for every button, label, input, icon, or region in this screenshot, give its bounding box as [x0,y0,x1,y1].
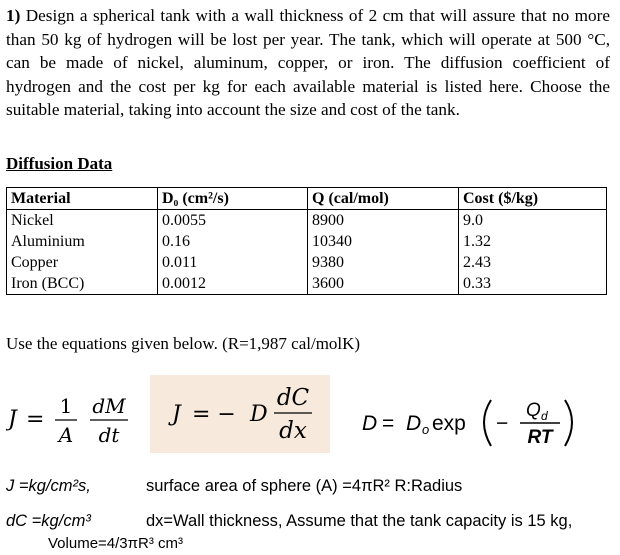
cell-cost: 0.33 [459,273,607,295]
eq-arr-func: exp [432,412,466,435]
cell-material: Aluminium [7,231,158,252]
problem-number: 1) [6,6,21,25]
cell-q: 3600 [308,273,459,295]
cell-material: Nickel [7,210,158,232]
note-area: surface area of sphere (A) =4πR² R:Radius [146,477,463,495]
eq-fick-coef: D [250,402,268,427]
cell-cost: 9.0 [459,210,607,232]
cell-d0: 0.0012 [158,273,308,295]
cell-q: 8900 [308,210,459,232]
diffusion-heading: Diffusion Data [6,154,113,173]
eq-arr-equals: = [382,412,395,435]
eq-arr-num-sub: d [541,409,548,423]
header-cost: Cost ($/kg) [459,188,607,210]
diffusion-table [6,187,607,295]
note-volume: Volume=4/3πR³ cm³ [48,535,183,552]
cell-material: Copper [7,252,158,273]
cell-d0: 0.16 [158,231,308,252]
eq-fick-equals: = − [192,402,236,427]
eq-fick-lhs: J [172,402,181,427]
instructions: Use the equations given below. (R=1,987 cal/molK) [6,334,361,353]
eq-arr-minus: − [496,412,509,435]
eq-arr-right-paren [565,400,572,446]
eq-arr-lhs: D [362,412,378,435]
eq-fick-num: dC [276,385,310,411]
note-row-1 [6,477,463,496]
eq-flux-num2: dM [92,394,126,418]
problem-statement [6,4,610,122]
eq-flux-num1: 1 [59,394,73,418]
cell-cost: 1.32 [459,231,607,252]
eq-flux-equals: = [26,407,45,432]
eq-fick-den: dx [279,418,307,444]
header-material: Material [7,188,158,210]
note-dc-units: dC =kg/cm³ [6,512,91,530]
eq-flux-den2: dt [98,423,120,447]
table-header-row [7,188,607,210]
note-dx: dx=Wall thickness, Assume that the tank capacity is 15 kg, [146,512,573,530]
cell-q: 9380 [308,252,459,273]
table-row [7,210,607,232]
eq-flux-den1: A [58,423,74,447]
table-row [7,273,607,295]
cell-d0: 0.011 [158,252,308,273]
note-j-units: J =kg/cm²s, [6,477,91,495]
cell-d0: 0.0055 [158,210,308,232]
table-row [7,231,607,252]
eq-arr-left-paren [484,400,491,446]
eq-arr-den: RT [527,427,553,448]
problem-text: Design a spherical tank with a wall thickness of 2 cm that will assure that no more than 50 kg of hydrogen will be lost per year. The tank, which will operate at 500 °C, can be made of nickel, aluminum, copper, or iron. The diffusion coefficient of hydrogen and the cost per kg for each available material is listed here. Choose the suitable material, taking into account the size and cost of the tank. [6,6,611,120]
eq-flux-lhs: J [8,407,17,432]
table-row [7,252,607,273]
equation-fick-box [150,375,330,453]
equation-flux [6,392,136,448]
cell-material: Iron (BCC) [7,273,158,295]
header-q: Q (cal/mol) [308,188,459,210]
header-d0: D₀ (cm²/s) [158,188,308,210]
cell-q: 10340 [308,231,459,252]
equation-fick [150,375,330,453]
eq-arr-num: Q [526,400,541,421]
eq-arr-coef-sub: o [422,422,430,437]
note-row-2 [6,512,573,531]
equation-arrhenius [360,390,610,450]
cell-cost: 2.43 [459,252,607,273]
eq-arr-coef: D [406,412,422,435]
